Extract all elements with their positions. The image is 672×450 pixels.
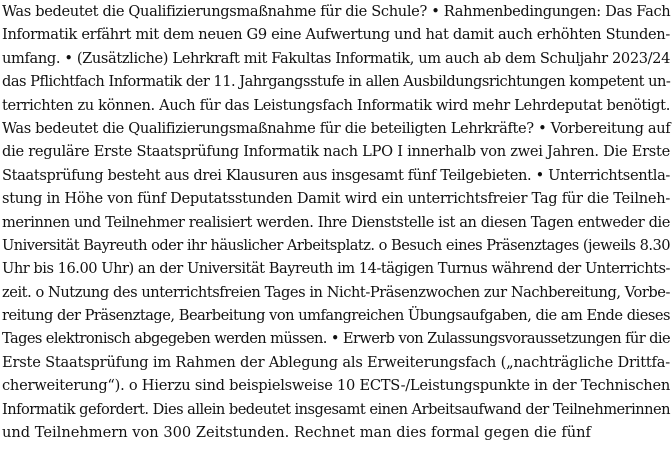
text-line-8: Staatsprüfung besteht aus drei Klausuren aus insgesamt fünf Teilgebieten. • Unterrichtsentla- (2, 166, 670, 184)
text-line-15: Tages elektronisch abgegeben werden müssen. • Erwerb von Zulassungsvoraussetzungen für die (2, 330, 670, 348)
text-line-3: umfang. • (Zusätzliche) Lehrkraft mit Fakultas Informatik, um auch ab dem Schuljahr 2023/24 (2, 49, 670, 67)
text-line-19: und Teilnehmern von 300 Zeitstunden. Rechnet man dies formal gegen die fünf (2, 424, 591, 442)
text-line-4: das Pflichtfach Informatik der 11. Jahrgangsstufe in allen Ausbildungsrichtungen kompetent un- (2, 73, 671, 91)
text-line-11: Universität Bayreuth oder ihr häuslicher Arbeitsplatz. o Besuch eines Präsenztages (jeweils 8.30 (2, 236, 670, 254)
text-line-17: cherweiterung“). o Hierzu sind beispielsweise 10 ECTS-/Leistungspunkte in der Technischen (2, 377, 670, 395)
text-line-14: reitung der Präsenztage, Bearbeitung von umfangreichen Übungsaufgaben, die am Ende dieses (2, 307, 670, 325)
text-line-5: terrichten zu können. Auch für das Leistungsfach Informatik wird mehr Lehrdeputat benötigt. (2, 96, 670, 114)
text-line-7: die reguläre Erste Staatsprüfung Informatik nach LPO I innerhalb von zwei Jahren. Die Erste (2, 143, 670, 161)
text-line-1: Was bedeutet die Qualifizierungsmaßnahme für die Schule? • Rahmenbedingungen: Das Fach (2, 3, 671, 20)
text-line-2: Informatik erfährt mit dem neuen G9 eine Aufwertung und hat damit auch erhöhten Stunden- (2, 26, 670, 44)
text-line-9: stung in Höhe von fünf Deputatsstunden Damit wird ein unterrichtsfreier Tag für die Teilneh- (2, 190, 670, 208)
text-line-10: merinnen und Teilnehmer realisiert werden. Ihre Dienststelle ist an diesen Tagen entweder die (2, 213, 670, 231)
text-line-13: zeit. o Nutzung des unterrichtsfreien Tages in Nicht-Präsenzwochen zur Nachbereitung, Vorbe- (2, 283, 670, 301)
text-line-16: Erste Staatsprüfung im Rahmen der Ablegung als Erweiterungsfach („nachträgliche Drittfa- (2, 353, 670, 371)
document-body (2, 0, 670, 444)
text-line-6: Was bedeutet die Qualifizierungsmaßnahme für die beteiligten Lehrkräfte? • Vorbereitung auf (2, 119, 671, 137)
text-line-18: Informatik gefordert. Dies allein bedeutet insgesamt einen Arbeitsaufwand der Teilnehmerinnen (2, 400, 670, 418)
text-line-12: Uhr bis 16.00 Uhr) an der Universität Bayreuth im 14-tägigen Turnus während der Unterrichts- (2, 260, 670, 278)
